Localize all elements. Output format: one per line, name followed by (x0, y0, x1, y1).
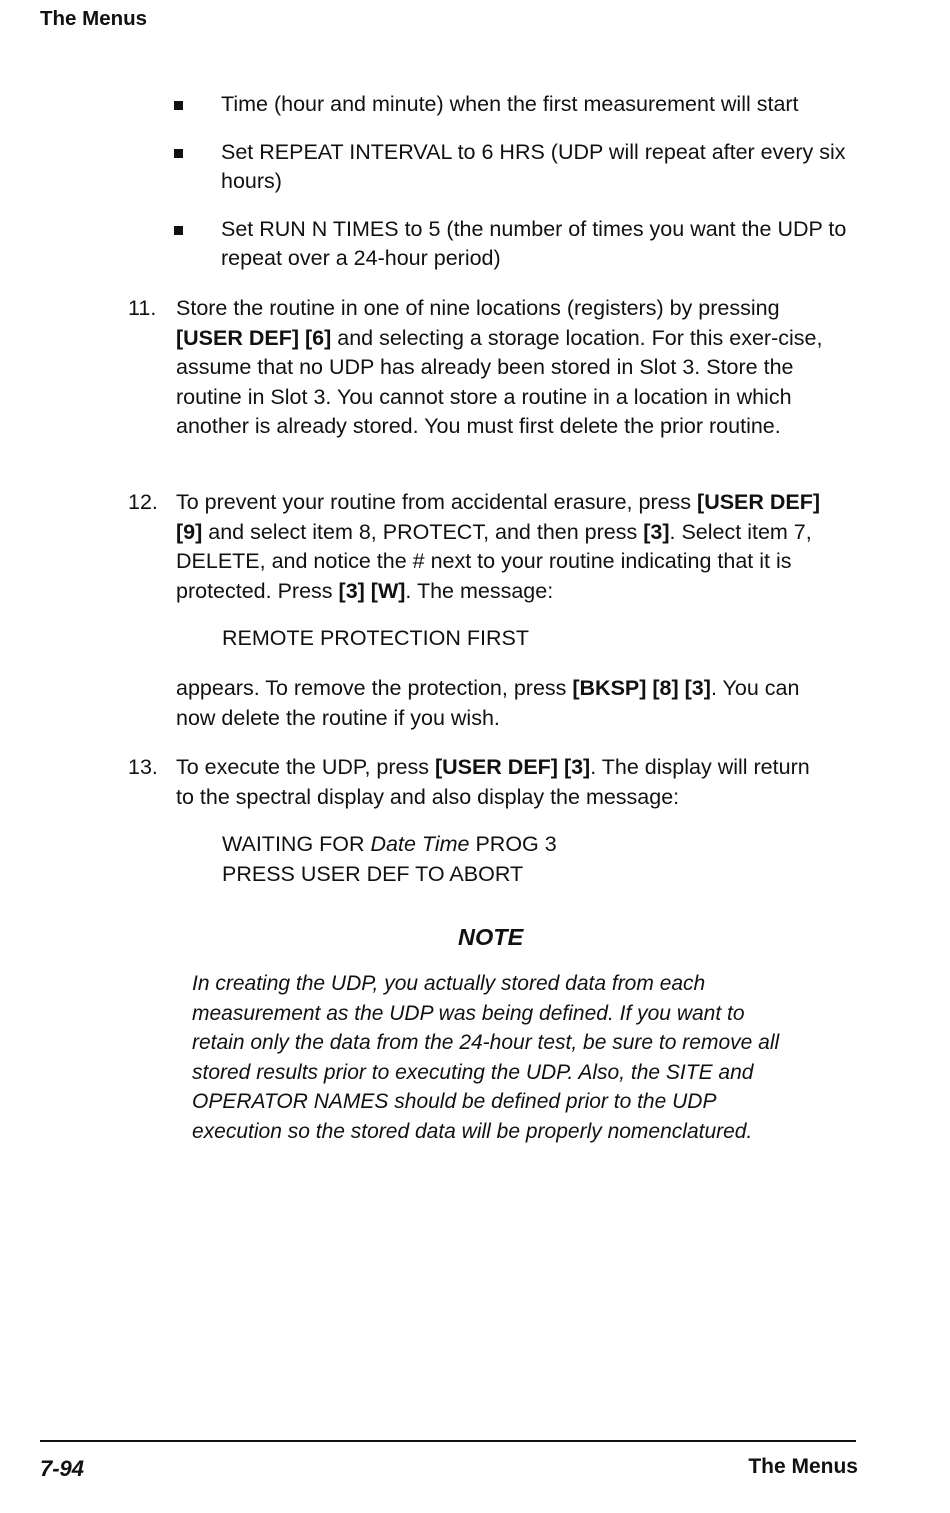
bullet-list (174, 90, 864, 292)
step-text-run: . The display will return to the spectral display and also display the message: (176, 755, 810, 809)
square-bullet-icon (174, 226, 183, 235)
bullet-item-start-time (174, 90, 864, 120)
bullet-text: Time (hour and minute) when the first measurement will start (221, 92, 799, 116)
step-11 (128, 294, 828, 442)
step-text-run: appears. To remove the protection, press (176, 675, 573, 700)
key-sequence: [USER DEF] [6] (176, 325, 332, 350)
step-number: 12. (128, 490, 158, 514)
key-sequence: [USER DEF] [9] (176, 490, 821, 544)
note-body: In creating the UDP, you actually stored data from each measurement as the UDP was being defined. If you want to retain only the data from the 24-hour test, be sure to remove all stored results prior to executing the UDP. Also, the SITE and OPERATOR NAMES should be defined prior to the UDP execution so the stored data will be properly nomenclatured. (192, 972, 780, 1143)
message-variable: Date Time (370, 832, 470, 857)
running-footer: The Menus (748, 1455, 858, 1478)
footer-divider (40, 1440, 856, 1442)
display-message-line-2: PRESS USER DEF TO ABORT (222, 861, 524, 886)
step-text-run: and selecting a storage location. For this exer-cise, assume that no UDP has already been stored in Slot 3. Store the routine in Slot 3. You cannot store a routine in a location in which another is already stored. You must first delete the prior routine. (176, 325, 823, 439)
key-sequence: [BKSP] [8] [3] (572, 675, 711, 700)
bullet-item-repeat-interval (174, 138, 864, 197)
message-block (176, 624, 828, 654)
message-text: WAITING FOR (222, 832, 371, 857)
step-text-run: Store the routine in one of nine locations (registers) by pressing (176, 296, 780, 320)
step-number: 11. (128, 296, 157, 320)
bullet-text: Set RUN N TIMES to 5 (the number of times you want the UDP to repeat over a 24-hour period) (221, 216, 847, 271)
key-sequence: [USER DEF] [3] (434, 755, 591, 779)
message-text: PROG 3 (469, 832, 557, 857)
display-message-line-1 (222, 830, 828, 860)
key-sequence: [3] (643, 519, 670, 544)
display-message: REMOTE PROTECTION FIRST (222, 626, 529, 651)
step-text-run: To execute the UDP, press (176, 755, 435, 779)
step-text-run: and select item 8, PROTECT, and then press (202, 519, 644, 544)
step-text (176, 753, 828, 812)
step-text (176, 294, 828, 442)
step-text-run: . Select item 7, DELETE, and notice the # next to your routine indicating that it is protected. Press (176, 519, 812, 603)
message-block (176, 830, 828, 889)
step-number: 13. (128, 755, 158, 779)
square-bullet-icon (174, 149, 183, 158)
step-text (176, 488, 828, 606)
running-header: The Menus (40, 7, 148, 30)
step-13 (128, 753, 828, 889)
page-number: 7-94 (40, 1456, 85, 1481)
key-sequence: [3] [W] (338, 578, 406, 603)
step-12 (128, 488, 828, 733)
note-title: NOTE (458, 924, 524, 950)
bullet-text: Set REPEAT INTERVAL to 6 HRS (UDP will repeat after every six hours) (221, 139, 846, 194)
step-text-run: . You can now delete the routine if you wish. (176, 675, 800, 730)
bullet-item-run-n-times (174, 215, 864, 274)
step-text (176, 674, 828, 733)
square-bullet-icon (174, 101, 183, 110)
step-text-run: To prevent your routine from accidental erasure, press (176, 490, 698, 514)
step-text-run: . The message: (405, 578, 554, 603)
